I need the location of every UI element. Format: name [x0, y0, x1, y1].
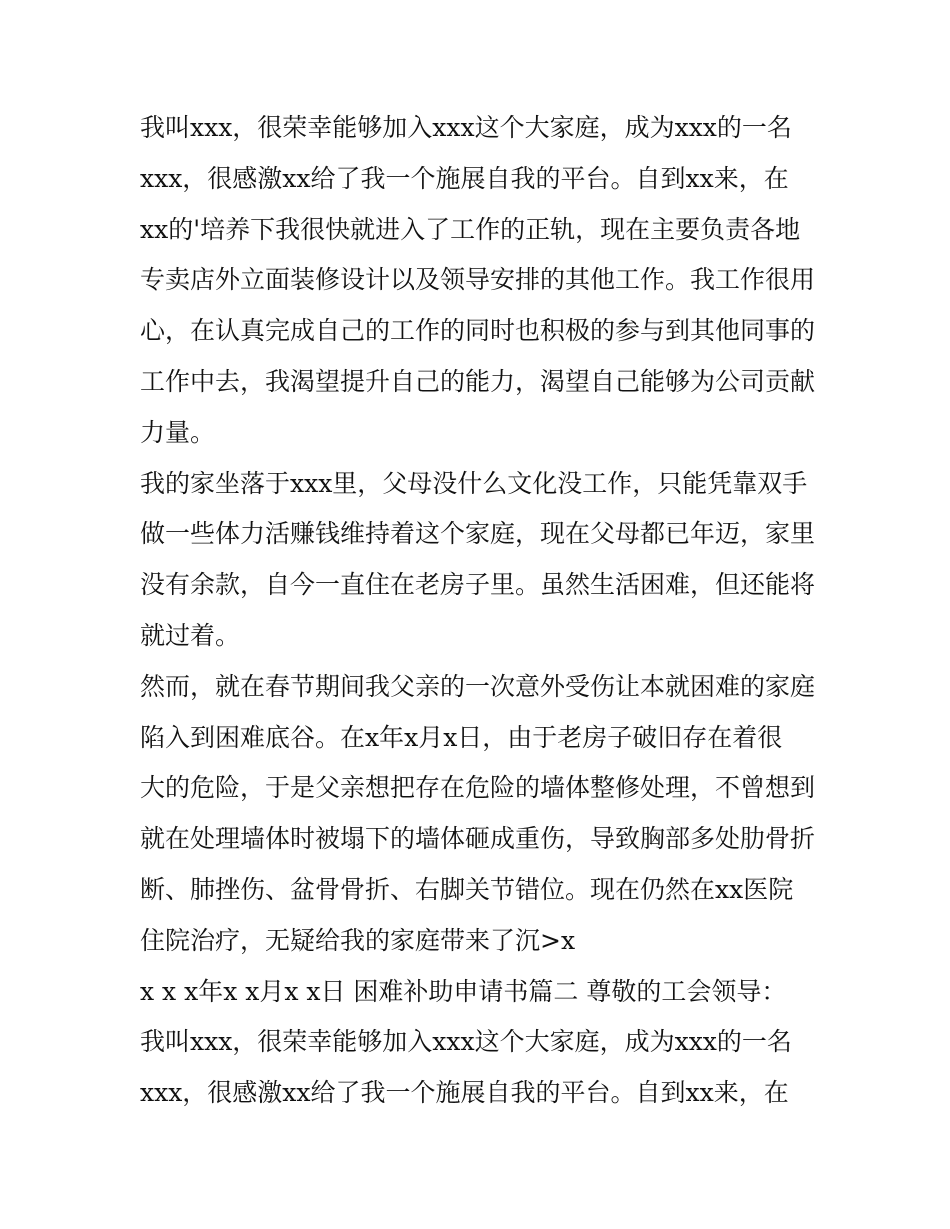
- text-line: xxx，很感激xx给了我一个施展自我的平台。自到xx来，在: [140, 1078, 789, 1108]
- text-line: xx的'培养下我很快就进入了工作的正轨，现在主要负责各地: [140, 214, 801, 244]
- section-heading-line: x x x年x x月x x日 困难补助申请书篇二 尊敬的工会领导：: [140, 976, 787, 1006]
- text-line: 就在处理墙体时被塌下的墙体砸成重伤，导致胸部多处肋骨折: [140, 824, 816, 854]
- text-line: 我叫xxx，很荣幸能够加入xxx这个大家庭，成为xxx的一名: [140, 1027, 792, 1057]
- text-line: 然而，就在春节期间我父亲的一次意外受伤让本就困难的家庭: [140, 671, 816, 701]
- text-line: 就过着。: [140, 620, 241, 650]
- text-line: 我的家坐落于xxx里，父母没什么文化没工作，只能凭靠双手: [140, 468, 808, 498]
- document-body: [140, 103, 816, 1119]
- text-line: 专卖店外立面装修设计以及领导安排的其他工作。我工作很用: [140, 265, 816, 295]
- text-line: xxx，很感激xx给了我一个施展自我的平台。自到xx来，在: [140, 163, 789, 193]
- text-line: 心，在认真完成自己的工作的同时也积极的参与到其他同事的: [140, 316, 816, 346]
- text-line: 大的危险，于是父亲想把存在危险的墙体整修处理，不曾想到: [140, 773, 816, 803]
- text-line: 我叫xxx，很荣幸能够加入xxx这个大家庭，成为xxx的一名: [140, 113, 792, 142]
- text-line: 做一些体力活赚钱维持着这个家庭，现在父母都已年迈，家里: [140, 519, 816, 549]
- text-line: 住院治疗，无疑给我的家庭带来了沉>x: [140, 925, 576, 955]
- text-line: 工作中去，我渴望提升自己的能力，渴望自己能够为公司贡献: [140, 366, 816, 396]
- text-line: 没有余款，自今一直住在老房子里。虽然生活困难，但还能将: [140, 570, 816, 600]
- text-line: 力量。: [140, 417, 216, 447]
- text-line: 断、肺挫伤、盆骨骨折、右脚关节错位。现在仍然在xx医院: [140, 874, 794, 904]
- text-line: 陷入到困难底谷。在x年x月x日，由于老房子破旧存在着很: [140, 722, 783, 752]
